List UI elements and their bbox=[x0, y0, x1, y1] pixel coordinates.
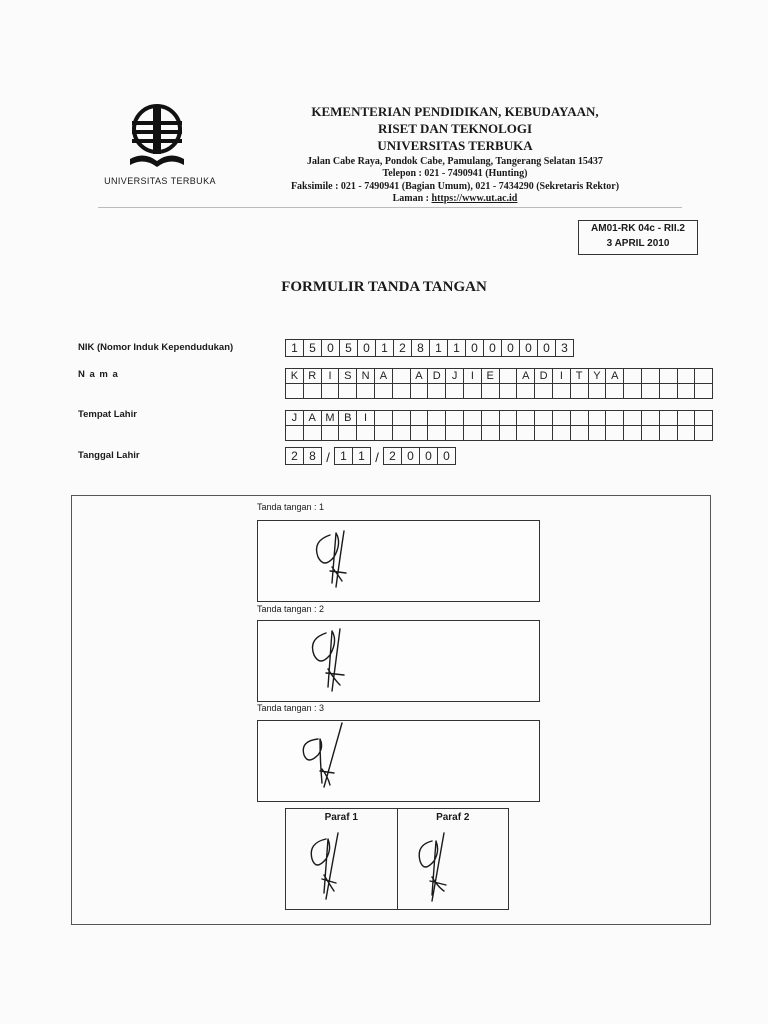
nik-cell[interactable]: 0 bbox=[520, 340, 538, 357]
nik-cell[interactable]: 0 bbox=[358, 340, 376, 357]
nama-cell[interactable]: N bbox=[357, 369, 375, 384]
tempat-lahir-cell[interactable]: M bbox=[322, 411, 340, 426]
tanggal-lahir-input-group[interactable] bbox=[285, 447, 456, 465]
tempat-lahir-cell[interactable] bbox=[375, 411, 393, 426]
nik-cell[interactable]: 8 bbox=[412, 340, 430, 357]
header-divider bbox=[98, 207, 682, 208]
tempat-lahir-input-grid[interactable] bbox=[285, 410, 713, 441]
nama-cell[interactable] bbox=[624, 384, 642, 399]
year-cell[interactable]: 2 bbox=[384, 448, 402, 465]
day-input-grid[interactable] bbox=[285, 447, 322, 465]
tempat-lahir-cell[interactable] bbox=[482, 426, 500, 441]
nama-cell[interactable] bbox=[482, 384, 500, 399]
nama-cell[interactable] bbox=[553, 384, 571, 399]
paraf-1-icon bbox=[304, 829, 354, 907]
year-cell[interactable]: 0 bbox=[438, 448, 456, 465]
nama-cell[interactable] bbox=[304, 384, 322, 399]
year-input-grid[interactable] bbox=[383, 447, 456, 465]
nama-cell[interactable] bbox=[517, 384, 535, 399]
day-cell[interactable]: 8 bbox=[304, 448, 322, 465]
nama-cell[interactable]: Y bbox=[589, 369, 607, 384]
nama-cell[interactable] bbox=[660, 369, 678, 384]
nik-label: NIK (Nomor Induk Kependudukan) bbox=[78, 342, 234, 353]
nama-cell[interactable] bbox=[678, 369, 696, 384]
tempat-lahir-cell[interactable] bbox=[624, 426, 642, 441]
tempat-lahir-cell[interactable] bbox=[606, 426, 624, 441]
nama-label: N a m a bbox=[78, 369, 119, 380]
signature-3-box[interactable] bbox=[257, 720, 540, 802]
tempat-lahir-cell[interactable]: B bbox=[339, 411, 357, 426]
paraf-table bbox=[285, 808, 509, 910]
nama-cell[interactable] bbox=[428, 384, 446, 399]
tempat-lahir-cell[interactable] bbox=[571, 426, 589, 441]
header-fax: Faksimile : 021 - 7490941 (Bagian Umum), 021 - 7434290 (Sekretaris Rektor) bbox=[290, 181, 620, 192]
nik-cell[interactable]: 2 bbox=[394, 340, 412, 357]
nik-cell[interactable]: 1 bbox=[376, 340, 394, 357]
tempat-lahir-cell[interactable]: I bbox=[357, 411, 375, 426]
year-cell[interactable]: 0 bbox=[420, 448, 438, 465]
tempat-lahir-cell[interactable] bbox=[517, 426, 535, 441]
nik-cell[interactable]: 1 bbox=[448, 340, 466, 357]
nama-input-grid[interactable] bbox=[285, 368, 713, 399]
nama-cell[interactable] bbox=[393, 369, 411, 384]
nama-cell[interactable] bbox=[660, 384, 678, 399]
tempat-lahir-cell[interactable] bbox=[517, 411, 535, 426]
nama-cell[interactable] bbox=[375, 384, 393, 399]
tempat-lahir-cell[interactable] bbox=[482, 411, 500, 426]
nama-cell[interactable]: D bbox=[428, 369, 446, 384]
tempat-lahir-cell[interactable] bbox=[589, 411, 607, 426]
nama-cell[interactable] bbox=[571, 384, 589, 399]
tempat-lahir-cell[interactable] bbox=[500, 411, 518, 426]
document-date: 3 APRIL 2010 bbox=[606, 238, 670, 249]
tempat-lahir-cell[interactable] bbox=[642, 426, 660, 441]
header-web-label: Laman : bbox=[392, 193, 432, 204]
nama-cell[interactable]: A bbox=[411, 369, 429, 384]
tempat-lahir-cell[interactable] bbox=[695, 426, 713, 441]
header-ministry-line1: KEMENTERIAN PENDIDIKAN, KEBUDAYAAN, bbox=[311, 104, 599, 119]
tempat-lahir-cell[interactable] bbox=[624, 411, 642, 426]
nama-cell[interactable]: S bbox=[339, 369, 357, 384]
tempat-lahir-cell[interactable] bbox=[571, 411, 589, 426]
tempat-lahir-cell[interactable] bbox=[535, 411, 553, 426]
tempat-lahir-cell[interactable] bbox=[411, 426, 429, 441]
tempat-lahir-cell[interactable]: J bbox=[286, 411, 304, 426]
signature-1-icon bbox=[308, 527, 358, 597]
nama-cell[interactable] bbox=[464, 384, 482, 399]
nama-cell[interactable] bbox=[322, 384, 340, 399]
nama-cell[interactable] bbox=[642, 369, 660, 384]
nama-cell[interactable] bbox=[695, 369, 713, 384]
tempat-lahir-cell[interactable] bbox=[304, 426, 322, 441]
signature-2-label: Tanda tangan : 2 bbox=[257, 604, 325, 614]
nik-cell[interactable]: 0 bbox=[502, 340, 520, 357]
header-web-url[interactable]: https://www.ut.ac.id bbox=[431, 193, 518, 204]
header-web bbox=[250, 193, 660, 204]
document-code: AM01-RK 04c - RII.2 bbox=[591, 223, 685, 234]
nik-cell[interactable]: 0 bbox=[466, 340, 484, 357]
header-university: UNIVERSITAS TERBUKA bbox=[377, 138, 533, 153]
nama-cell[interactable] bbox=[286, 384, 304, 399]
date-separator: / bbox=[326, 450, 330, 465]
nama-cell[interactable] bbox=[339, 384, 357, 399]
tempat-lahir-cell[interactable] bbox=[357, 426, 375, 441]
tempat-lahir-cell[interactable] bbox=[428, 411, 446, 426]
signature-3-icon bbox=[294, 721, 354, 796]
tempat-lahir-cell[interactable] bbox=[535, 426, 553, 441]
tempat-lahir-cell[interactable] bbox=[411, 411, 429, 426]
nama-cell[interactable]: I bbox=[322, 369, 340, 384]
tempat-lahir-cell[interactable] bbox=[286, 426, 304, 441]
month-input-grid[interactable] bbox=[334, 447, 371, 465]
paraf-1-cell[interactable] bbox=[286, 809, 397, 909]
nama-cell[interactable] bbox=[695, 384, 713, 399]
document-reference-box bbox=[578, 220, 698, 255]
tempat-lahir-cell[interactable] bbox=[464, 426, 482, 441]
month-cell[interactable]: 1 bbox=[353, 448, 371, 465]
tempat-lahir-label: Tempat Lahir bbox=[78, 409, 137, 420]
signature-1-box[interactable] bbox=[257, 520, 540, 602]
signature-3-label: Tanda tangan : 3 bbox=[257, 703, 325, 713]
paraf-2-cell[interactable] bbox=[397, 809, 509, 909]
tempat-lahir-cell[interactable] bbox=[553, 411, 571, 426]
tempat-lahir-cell[interactable] bbox=[553, 426, 571, 441]
tempat-lahir-cell[interactable] bbox=[393, 411, 411, 426]
tempat-lahir-cell[interactable] bbox=[695, 411, 713, 426]
tempat-lahir-cell[interactable] bbox=[428, 426, 446, 441]
university-logo-icon bbox=[126, 103, 188, 175]
nama-cell[interactable]: T bbox=[571, 369, 589, 384]
tempat-lahir-cell[interactable] bbox=[446, 411, 464, 426]
paraf-2-icon bbox=[412, 829, 462, 907]
nik-cell[interactable]: 1 bbox=[286, 340, 304, 357]
nama-cell[interactable] bbox=[357, 384, 375, 399]
paraf-1-label: Paraf 1 bbox=[324, 812, 358, 823]
tempat-lahir-cell[interactable]: A bbox=[304, 411, 322, 426]
tempat-lahir-cell[interactable] bbox=[393, 426, 411, 441]
tanggal-lahir-label: Tanggal Lahir bbox=[78, 450, 140, 461]
tempat-lahir-cell[interactable] bbox=[464, 411, 482, 426]
nama-cell[interactable]: J bbox=[446, 369, 464, 384]
nama-cell[interactable] bbox=[589, 384, 607, 399]
tempat-lahir-cell[interactable] bbox=[660, 411, 678, 426]
nama-cell[interactable] bbox=[411, 384, 429, 399]
nik-cell[interactable]: 1 bbox=[430, 340, 448, 357]
nama-cell[interactable]: D bbox=[535, 369, 553, 384]
nama-cell[interactable]: K bbox=[286, 369, 304, 384]
nama-cell[interactable] bbox=[642, 384, 660, 399]
nama-cell[interactable]: A bbox=[606, 369, 624, 384]
nik-cell[interactable]: 5 bbox=[304, 340, 322, 357]
year-cell[interactable]: 0 bbox=[402, 448, 420, 465]
date-separator: / bbox=[375, 450, 379, 465]
signature-1-label: Tanda tangan : 1 bbox=[257, 502, 325, 512]
header-address: Jalan Cabe Raya, Pondok Cabe, Pamulang, Tangerang Selatan 15437 bbox=[307, 156, 603, 167]
tempat-lahir-cell[interactable] bbox=[606, 411, 624, 426]
nama-cell[interactable]: A bbox=[375, 369, 393, 384]
nama-cell[interactable] bbox=[446, 384, 464, 399]
nik-cell[interactable]: 5 bbox=[340, 340, 358, 357]
tempat-lahir-cell[interactable] bbox=[660, 426, 678, 441]
nama-cell[interactable]: I bbox=[464, 369, 482, 384]
tempat-lahir-cell[interactable] bbox=[322, 426, 340, 441]
tempat-lahir-cell[interactable] bbox=[339, 426, 357, 441]
tempat-lahir-cell[interactable] bbox=[678, 426, 696, 441]
paraf-2-label: Paraf 2 bbox=[436, 812, 470, 823]
tempat-lahir-cell[interactable] bbox=[500, 426, 518, 441]
nama-cell[interactable] bbox=[393, 384, 411, 399]
nik-cell[interactable]: 0 bbox=[538, 340, 556, 357]
signature-2-box[interactable] bbox=[257, 620, 540, 702]
nama-cell[interactable]: I bbox=[553, 369, 571, 384]
tempat-lahir-cell[interactable] bbox=[589, 426, 607, 441]
nama-cell[interactable]: E bbox=[482, 369, 500, 384]
nama-cell[interactable] bbox=[606, 384, 624, 399]
nik-cell[interactable]: 0 bbox=[484, 340, 502, 357]
nik-cell[interactable]: 3 bbox=[556, 340, 574, 357]
signature-2-icon bbox=[306, 627, 356, 699]
tempat-lahir-cell[interactable] bbox=[375, 426, 393, 441]
header-phone: Telepon : 021 - 7490941 (Hunting) bbox=[382, 168, 528, 179]
month-cell[interactable]: 1 bbox=[335, 448, 353, 465]
page-title: FORMULIR TANDA TANGAN bbox=[281, 279, 487, 295]
tempat-lahir-cell[interactable] bbox=[642, 411, 660, 426]
nama-cell[interactable]: R bbox=[304, 369, 322, 384]
nama-cell[interactable]: A bbox=[517, 369, 535, 384]
nama-cell[interactable] bbox=[624, 369, 642, 384]
nama-cell[interactable] bbox=[500, 384, 518, 399]
day-cell[interactable]: 2 bbox=[286, 448, 304, 465]
nik-cell[interactable]: 0 bbox=[322, 340, 340, 357]
logo-caption: UNIVERSITAS TERBUKA bbox=[104, 176, 216, 186]
nama-cell[interactable] bbox=[678, 384, 696, 399]
header-ministry-line2: RISET DAN TEKNOLOGI bbox=[377, 121, 533, 136]
nama-cell[interactable] bbox=[535, 384, 553, 399]
nik-input-grid[interactable] bbox=[285, 339, 574, 357]
tempat-lahir-cell[interactable] bbox=[446, 426, 464, 441]
nama-cell[interactable] bbox=[500, 369, 518, 384]
tempat-lahir-cell[interactable] bbox=[678, 411, 696, 426]
